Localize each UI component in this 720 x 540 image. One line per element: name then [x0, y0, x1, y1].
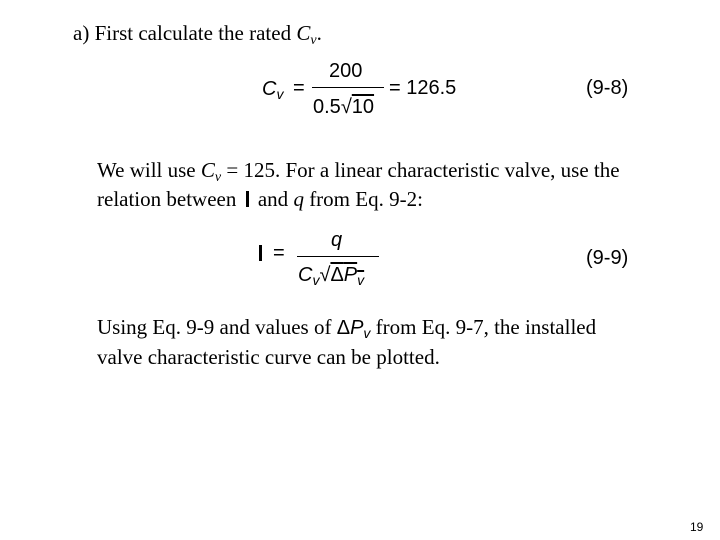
step-marker: a) [73, 21, 90, 45]
eq2-number: (9-9) [586, 247, 629, 269]
eq2-numerator: q [331, 229, 343, 251]
eq1-numerator: 200 [329, 60, 363, 82]
cv-symbol: $C_v$ [296, 21, 317, 48]
eq2-denominator: $C_v√\Delta P_v$ [298, 264, 365, 288]
eq1-result: = 126.5 [389, 77, 457, 99]
eq1-equals: = [293, 77, 305, 99]
eq1-number: (9-8) [586, 77, 629, 99]
eq1-fraction-bar [312, 87, 384, 88]
step-a-text: First calculate the rated [94, 21, 292, 45]
step-a-line [73, 20, 322, 46]
cv-symbol: $C_v$ [200, 158, 222, 185]
delta-pv-symbol: $\Delta P_v$ [336, 317, 371, 341]
eq2-fraction-bar [297, 256, 379, 257]
paragraph-1-line-1: We will use $C_v = 125$. For a linear characteristic valve, use the [97, 158, 620, 185]
eq2-equals: = [273, 242, 285, 264]
page-number: 19 [690, 520, 704, 534]
valve-position-symbol [246, 191, 249, 207]
paragraph-2-line-2: valve characteristic curve can be plotted. [97, 345, 440, 369]
eq1-lhs: $C_v$ [262, 78, 284, 102]
eq2-lhs-symbol [259, 245, 262, 265]
paragraph-1-line-2: relation between and q from Eq. 9-2: [97, 187, 423, 211]
step-a-period: . [316, 21, 322, 45]
paragraph-2-line-1: Using Eq. 9-9 and values of $\Delta P_v$ from Eq. 9-7, the installed [97, 315, 597, 341]
eq1-denominator: 0.5√10 [313, 96, 375, 118]
